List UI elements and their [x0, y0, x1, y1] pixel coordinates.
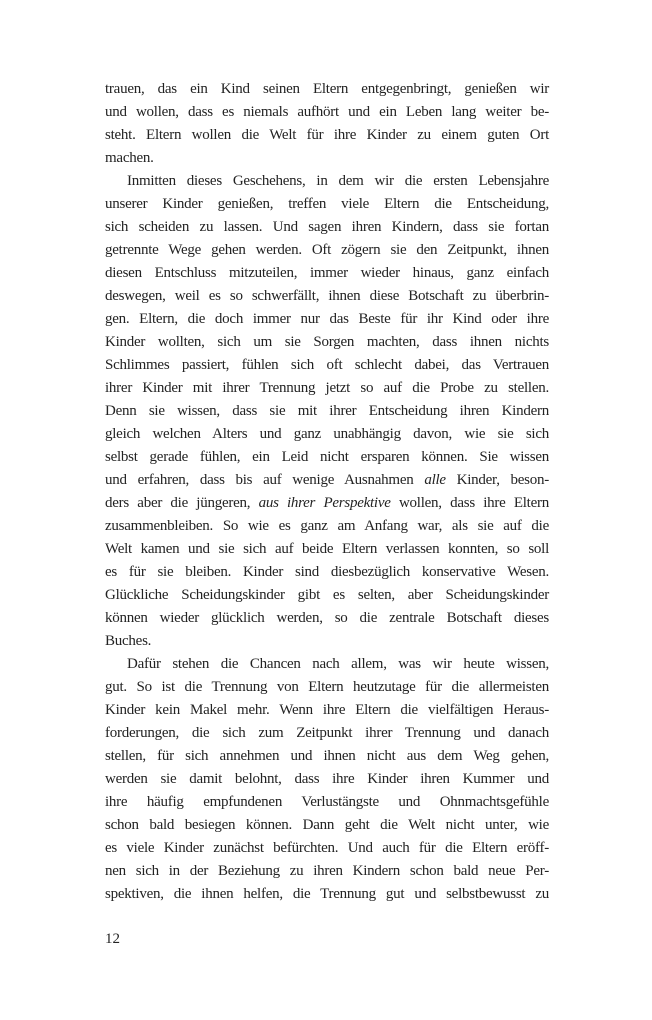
text-block	[105, 78, 549, 906]
text-line: selbst gerade fühlen, ein Leid nicht ersparen können. Sie wissen	[105, 449, 549, 465]
text-line: steht. Eltern wollen die Welt für ihre Kinder zu einem guten Ort	[105, 127, 549, 143]
text-line: Inmitten dieses Geschehens, in dem wir die ersten Lebensjahre	[127, 173, 549, 189]
text-line: nen sich in der Beziehung zu ihren Kindern schon bald neue Per-	[105, 863, 549, 879]
text-line	[105, 469, 549, 492]
text-line: diesen Entschluss mitzuteilen, immer wieder hinaus, ganz einfach	[105, 265, 549, 281]
text-line: unserer Kinder genießen, treffen viele Eltern die Entscheidung,	[105, 196, 549, 212]
text-line: Kinder kein Makel mehr. Wenn ihre Eltern die vielfältigen Heraus-	[105, 702, 549, 718]
text-line: und wollen, dass es niemals aufhört und ein Leben lang weiter be-	[105, 104, 549, 120]
text-line: Kinder wollten, sich um sie Sorgen machten, dass ihnen nichts	[105, 334, 549, 350]
text-line: Dafür stehen die Chancen nach allem, was wir heute wissen,	[127, 656, 549, 672]
text-line: Schlimmes passiert, fühlen sich oft schlecht dabei, das Vertrauen	[105, 357, 549, 373]
text-line: gleich welchen Alters und ganz unabhängig davon, wie sie sich	[105, 426, 549, 442]
text-line: trauen, das ein Kind seinen Eltern entgegenbringt, genießen wir	[105, 81, 549, 97]
text-line: ihre häufig empfundenen Verlustängste und Ohnmachtsgefühle	[105, 794, 549, 810]
text-line: zusammenbleiben. So wie es ganz am Anfang war, als sie auf die	[105, 518, 549, 534]
text-line: gen. Eltern, die doch immer nur das Beste für ihr Kind oder ihre	[105, 311, 549, 327]
text-line: es viele Kinder zunächst befürchten. Und auch für die Eltern eröff-	[105, 840, 549, 856]
text-segment: wollen, dass ihre Eltern	[390, 495, 549, 511]
text-line: es für sie bleiben. Kinder sind diesbezüglich konservative Wesen.	[105, 564, 549, 580]
text-line: Buches.	[105, 633, 152, 649]
text-line: können wieder glücklich werden, so die zentrale Botschaft dieses	[105, 610, 549, 626]
text-segment: ders aber die jüngeren,	[105, 495, 259, 511]
text-line	[105, 492, 549, 515]
text-line: Glückliche Scheidungskinder gibt es selten, aber Scheidungskinder	[105, 587, 549, 603]
text-segment: Kinder, beson-	[445, 472, 550, 488]
text-line: stellen, für sich annehmen und ihnen nicht aus dem Weg gehen,	[105, 748, 549, 764]
text-line: Denn sie wissen, dass sie mit ihrer Entscheidung ihren Kindern	[105, 403, 549, 419]
text-line: schon bald besiegen können. Dann geht die Welt nicht unter, wie	[105, 817, 549, 833]
text-segment: und erfahren, dass bis auf wenige Ausnahmen	[105, 472, 425, 488]
text-line: machen.	[105, 150, 154, 166]
text-line: gut. So ist die Trennung von Eltern heutzutage für die allermeisten	[105, 679, 549, 695]
italic-text: alle	[424, 472, 446, 488]
text-line: werden sie damit belohnt, dass ihre Kinder ihren Kummer und	[105, 771, 549, 787]
text-line: deswegen, weil es so schwerfällt, ihnen diese Botschaft zu überbrin-	[105, 288, 549, 304]
page-number: 12	[105, 931, 120, 947]
text-line: getrennte Wege gehen werden. Oft zögern sie den Zeitpunkt, ihnen	[105, 242, 549, 258]
text-line: ihrer Kinder mit ihrer Trennung jetzt so auf die Probe zu stellen.	[105, 380, 549, 396]
text-line: sich scheiden zu lassen. Und sagen ihren Kindern, dass sie fortan	[105, 219, 549, 235]
text-line: forderungen, die sich zum Zeitpunkt ihrer Trennung und danach	[105, 725, 549, 741]
italic-text: aus ihrer Perspektive	[258, 495, 391, 511]
text-line: spektiven, die ihnen helfen, die Trennung gut und selbstbewusst zu	[105, 886, 549, 902]
text-line: Welt kamen und sie sich auf beide Eltern verlassen konnten, so soll	[105, 541, 549, 557]
